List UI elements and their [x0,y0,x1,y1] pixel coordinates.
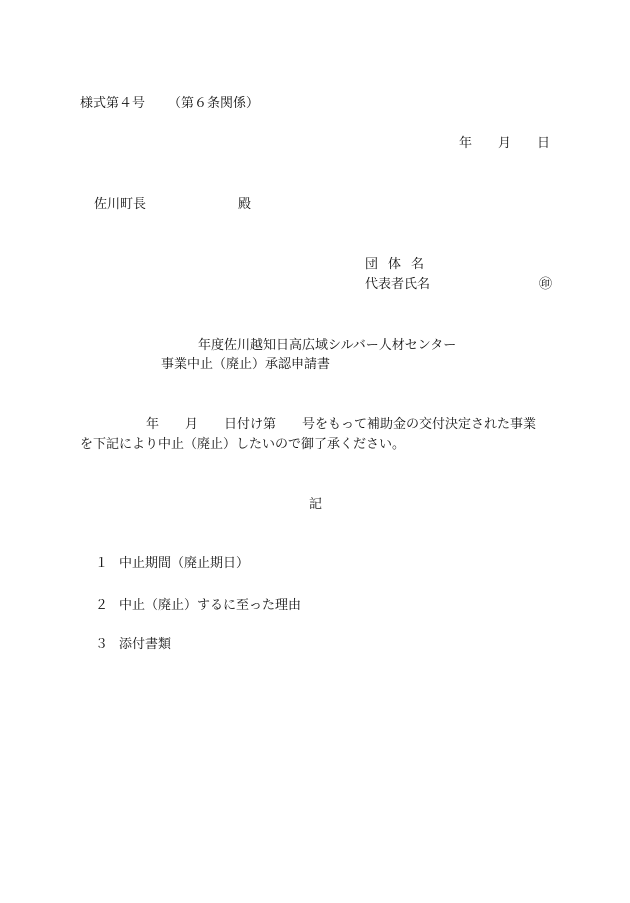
applicant-rep-label: 代表者氏名 [365,277,431,292]
list-item-label: 中止（廃止）するに至った理由 [119,598,302,613]
body-month-label: 月 [185,417,199,432]
body-text-line1-rest: 号をもって補助金の交付決定された事業 [302,417,537,432]
list-item-number: １ [95,556,109,571]
body-text-line1 [146,417,536,433]
applicant-org-label: 団体名 [365,257,435,272]
list-item-number: ３ [95,637,109,652]
form-number: 様式第４号 [80,96,146,111]
addressee: 佐川町長 [94,197,147,212]
date-row [459,136,550,152]
list-item-label: 添付書類 [119,637,172,652]
body-text-line2: を下記により中止（廃止）したいので御了承ください。 [80,437,406,452]
date-year-label: 年 [459,136,473,151]
body-day-number-label: 日付け第 [224,417,277,432]
list-item [95,556,249,572]
honorific: 殿 [238,197,252,212]
seal-mark: ㊞ [539,277,553,292]
document-title-line2: 事業中止（廃止）承認申請書 [161,357,331,372]
date-month-label: 月 [498,136,512,151]
document-title-line1: 年度佐川越知日高広域シルバー人材センター [198,338,457,353]
form-article-reference: （第６条関係） [168,96,260,111]
list-item [95,637,171,653]
list-item [95,598,301,614]
list-item-label: 中止期間（廃止期日） [119,556,250,571]
date-day-label: 日 [537,136,551,151]
list-item-number: ２ [95,598,109,613]
body-year-label: 年 [146,417,160,432]
ki-heading: 記 [309,497,323,512]
